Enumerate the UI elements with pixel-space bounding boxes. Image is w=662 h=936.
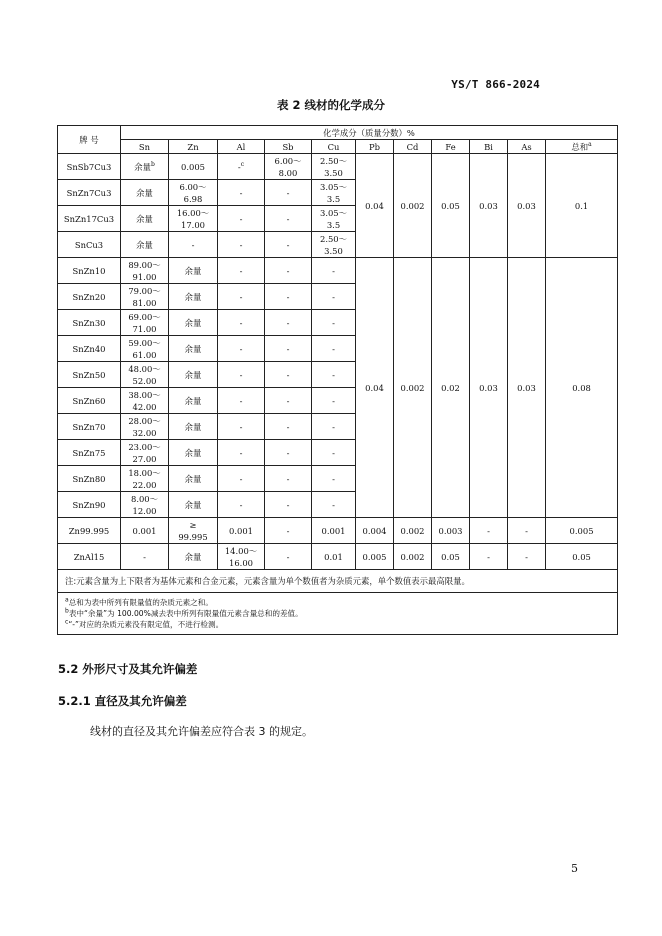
header-total: 总和$^a$ (546, 140, 618, 154)
table-cell: 0.005 (546, 518, 618, 544)
grade-cell: SnZn20 (58, 284, 121, 310)
section-heading-5-2: 5.2 外形尺寸及其允许偏差 (58, 662, 198, 676)
header-element: Sb (265, 140, 312, 154)
table-cell: 6.00～ 6.98 (169, 180, 218, 206)
grade-cell: SnZn70 (58, 414, 121, 440)
table-cell: 16.00～ 17.00 (169, 206, 218, 232)
table-cell: 79.00～ 81.00 (121, 284, 169, 310)
table-cell: -$^c$ (218, 154, 265, 180)
table-cell: 0.01 (312, 544, 356, 570)
grade-cell: SnZn75 (58, 440, 121, 466)
footnote: $^c$“-”对应的杂质元素没有限定值，不进行检测。 (65, 618, 224, 629)
table-cell: 余量$^b$ (121, 154, 169, 180)
table-cell: 2.50～ 3.50 (312, 232, 356, 258)
footnote: $^b$表中“余量”为 100.00%减去表中所列有限量值元素含量总和的差值。 (65, 607, 303, 618)
grade-cell: SnZn30 (58, 310, 121, 336)
table-cell: 89.00～ 91.00 (121, 258, 169, 284)
merged-impurity-cell: 0.03 (470, 258, 508, 518)
table-cell: - (265, 180, 312, 206)
table-cell: 0.001 (218, 518, 265, 544)
header-element: As (508, 140, 546, 154)
grade-cell: Zn99.995 (58, 518, 121, 544)
table-cell: - (218, 440, 265, 466)
table-cell: - (265, 440, 312, 466)
header-composition-group: 化学成分（质量分数）% (121, 126, 618, 140)
table-cell: 0.004 (356, 518, 394, 544)
table-row (58, 154, 618, 180)
footnote: $^a$总和为表中所列有限量值的杂质元素之和。 (65, 596, 213, 607)
merged-impurity-cell: 0.002 (394, 154, 432, 258)
table-cell: 余量 (169, 284, 218, 310)
table-cell: - (470, 544, 508, 570)
table-cell: - (218, 310, 265, 336)
table-footnotes (58, 593, 618, 635)
table-cell: - (169, 232, 218, 258)
table-cell: 0.003 (432, 518, 470, 544)
section-heading-5-2-1: 5.2.1 直径及其允许偏差 (58, 694, 187, 708)
table-cell: - (508, 518, 546, 544)
merged-impurity-cell: 0.02 (432, 258, 470, 518)
table-cell: 14.00～ 16.00 (218, 544, 265, 570)
table-cell: 38.00～ 42.00 (121, 388, 169, 414)
table-cell: 6.00～ 8.00 (265, 154, 312, 180)
table-cell: - (312, 362, 356, 388)
table-cell: - (312, 336, 356, 362)
table-cell: 余量 (169, 544, 218, 570)
table-cell: - (218, 284, 265, 310)
table-cell: 余量 (121, 180, 169, 206)
table-cell: - (312, 388, 356, 414)
grade-cell: SnSb7Cu3 (58, 154, 121, 180)
table-cell: 0.001 (121, 518, 169, 544)
table-cell: - (265, 258, 312, 284)
merged-impurity-cell: 0.04 (356, 258, 394, 518)
header-element: Fe (432, 140, 470, 154)
table-cell: 0.002 (394, 518, 432, 544)
table-cell: - (218, 258, 265, 284)
table-cell: 3.05～ 3.5 (312, 206, 356, 232)
table-cell: 0.005 (169, 154, 218, 180)
table-cell: - (265, 362, 312, 388)
table-cell: 23.00～ 27.00 (121, 440, 169, 466)
table-cell: - (265, 492, 312, 518)
header-element: Bi (470, 140, 508, 154)
table-cell: - (218, 492, 265, 518)
table-cell: 余量 (169, 362, 218, 388)
table-cell: - (265, 414, 312, 440)
grade-cell: SnZn10 (58, 258, 121, 284)
table-cell: 余量 (169, 388, 218, 414)
table-cell: 3.05～ 3.5 (312, 180, 356, 206)
table-cell: - (312, 440, 356, 466)
grade-cell: SnZn90 (58, 492, 121, 518)
grade-cell: SnZn60 (58, 388, 121, 414)
table-cell: - (265, 466, 312, 492)
merged-impurity-cell: 0.08 (546, 258, 618, 518)
table-cell: 48.00～ 52.00 (121, 362, 169, 388)
page-number: 5 (571, 862, 578, 875)
merged-impurity-cell: 0.1 (546, 154, 618, 258)
table-cell: - (470, 518, 508, 544)
table-cell: 余量 (169, 492, 218, 518)
merged-impurity-cell: 0.03 (470, 154, 508, 258)
header-element: Al (218, 140, 265, 154)
header-element: Cd (394, 140, 432, 154)
table-cell: 余量 (121, 206, 169, 232)
grade-cell: SnZn17Cu3 (58, 206, 121, 232)
merged-impurity-cell: 0.05 (432, 154, 470, 258)
table-cell: 余量 (169, 466, 218, 492)
table-cell: - (218, 336, 265, 362)
table-cell: - (218, 414, 265, 440)
table-cell: 余量 (169, 414, 218, 440)
table-cell: 2.50～ 3.50 (312, 154, 356, 180)
table-cell: - (312, 258, 356, 284)
table-row (58, 544, 618, 570)
table-cell: - (265, 544, 312, 570)
body-paragraph: 线材的直径及其允许偏差应符合表 3 的规定。 (90, 725, 313, 738)
table-cell: 0.002 (394, 544, 432, 570)
table-cell: - (312, 414, 356, 440)
grade-cell: SnZn80 (58, 466, 121, 492)
table-cell: 18.00～ 22.00 (121, 466, 169, 492)
table-cell: - (265, 232, 312, 258)
header-element: Pb (356, 140, 394, 154)
merged-impurity-cell: 0.03 (508, 258, 546, 518)
table-cell: - (265, 206, 312, 232)
table-cell: - (121, 544, 169, 570)
table-cell: - (265, 336, 312, 362)
table-cell: - (218, 362, 265, 388)
table-cell: ≥ 99.995 (169, 518, 218, 544)
document-code: YS/T 866-2024 (451, 78, 540, 91)
table-note: 注:元素含量为上下限者为基体元素和合金元素，元素含量为单个数值者为杂质元素，单个数值表示最高限量。 (58, 570, 618, 593)
table-cell: 8.00～ 12.00 (121, 492, 169, 518)
table-cell: - (218, 180, 265, 206)
table-cell: 59.00～ 61.00 (121, 336, 169, 362)
table-cell: 余量 (169, 310, 218, 336)
header-element: Zn (169, 140, 218, 154)
merged-impurity-cell: 0.002 (394, 258, 432, 518)
header-grade: 牌 号 (58, 126, 121, 154)
table-cell: 余量 (121, 232, 169, 258)
header-element: Sn (121, 140, 169, 154)
table-cell: - (265, 284, 312, 310)
grade-cell: SnCu3 (58, 232, 121, 258)
table-cell: 余量 (169, 336, 218, 362)
table-cell: - (265, 388, 312, 414)
grade-cell: SnZn50 (58, 362, 121, 388)
table-cell: 余量 (169, 440, 218, 466)
grade-cell: SnZn40 (58, 336, 121, 362)
merged-impurity-cell: 0.03 (508, 154, 546, 258)
table-cell: 28.00～ 32.00 (121, 414, 169, 440)
table-row (58, 258, 618, 284)
table-cell: 0.05 (432, 544, 470, 570)
table-cell: - (218, 466, 265, 492)
table-cell: 0.001 (312, 518, 356, 544)
table-cell: - (312, 492, 356, 518)
chemical-composition-table (57, 125, 618, 635)
table-cell: - (312, 466, 356, 492)
grade-cell: SnZn7Cu3 (58, 180, 121, 206)
table-cell: - (312, 284, 356, 310)
table-cell: 余量 (169, 258, 218, 284)
table-row (58, 518, 618, 544)
table-cell: 0.005 (356, 544, 394, 570)
table-cell: - (218, 388, 265, 414)
header-element: Cu (312, 140, 356, 154)
table-cell: - (312, 310, 356, 336)
table-cell: - (508, 544, 546, 570)
table-title: 表 2 线材的化学成分 (276, 98, 385, 112)
table-cell: 69.00～ 71.00 (121, 310, 169, 336)
table-cell: - (218, 232, 265, 258)
table-cell: 0.05 (546, 544, 618, 570)
table-cell: - (265, 310, 312, 336)
table-cell: - (265, 518, 312, 544)
table-cell: - (218, 206, 265, 232)
merged-impurity-cell: 0.04 (356, 154, 394, 258)
grade-cell: ZnAl15 (58, 544, 121, 570)
